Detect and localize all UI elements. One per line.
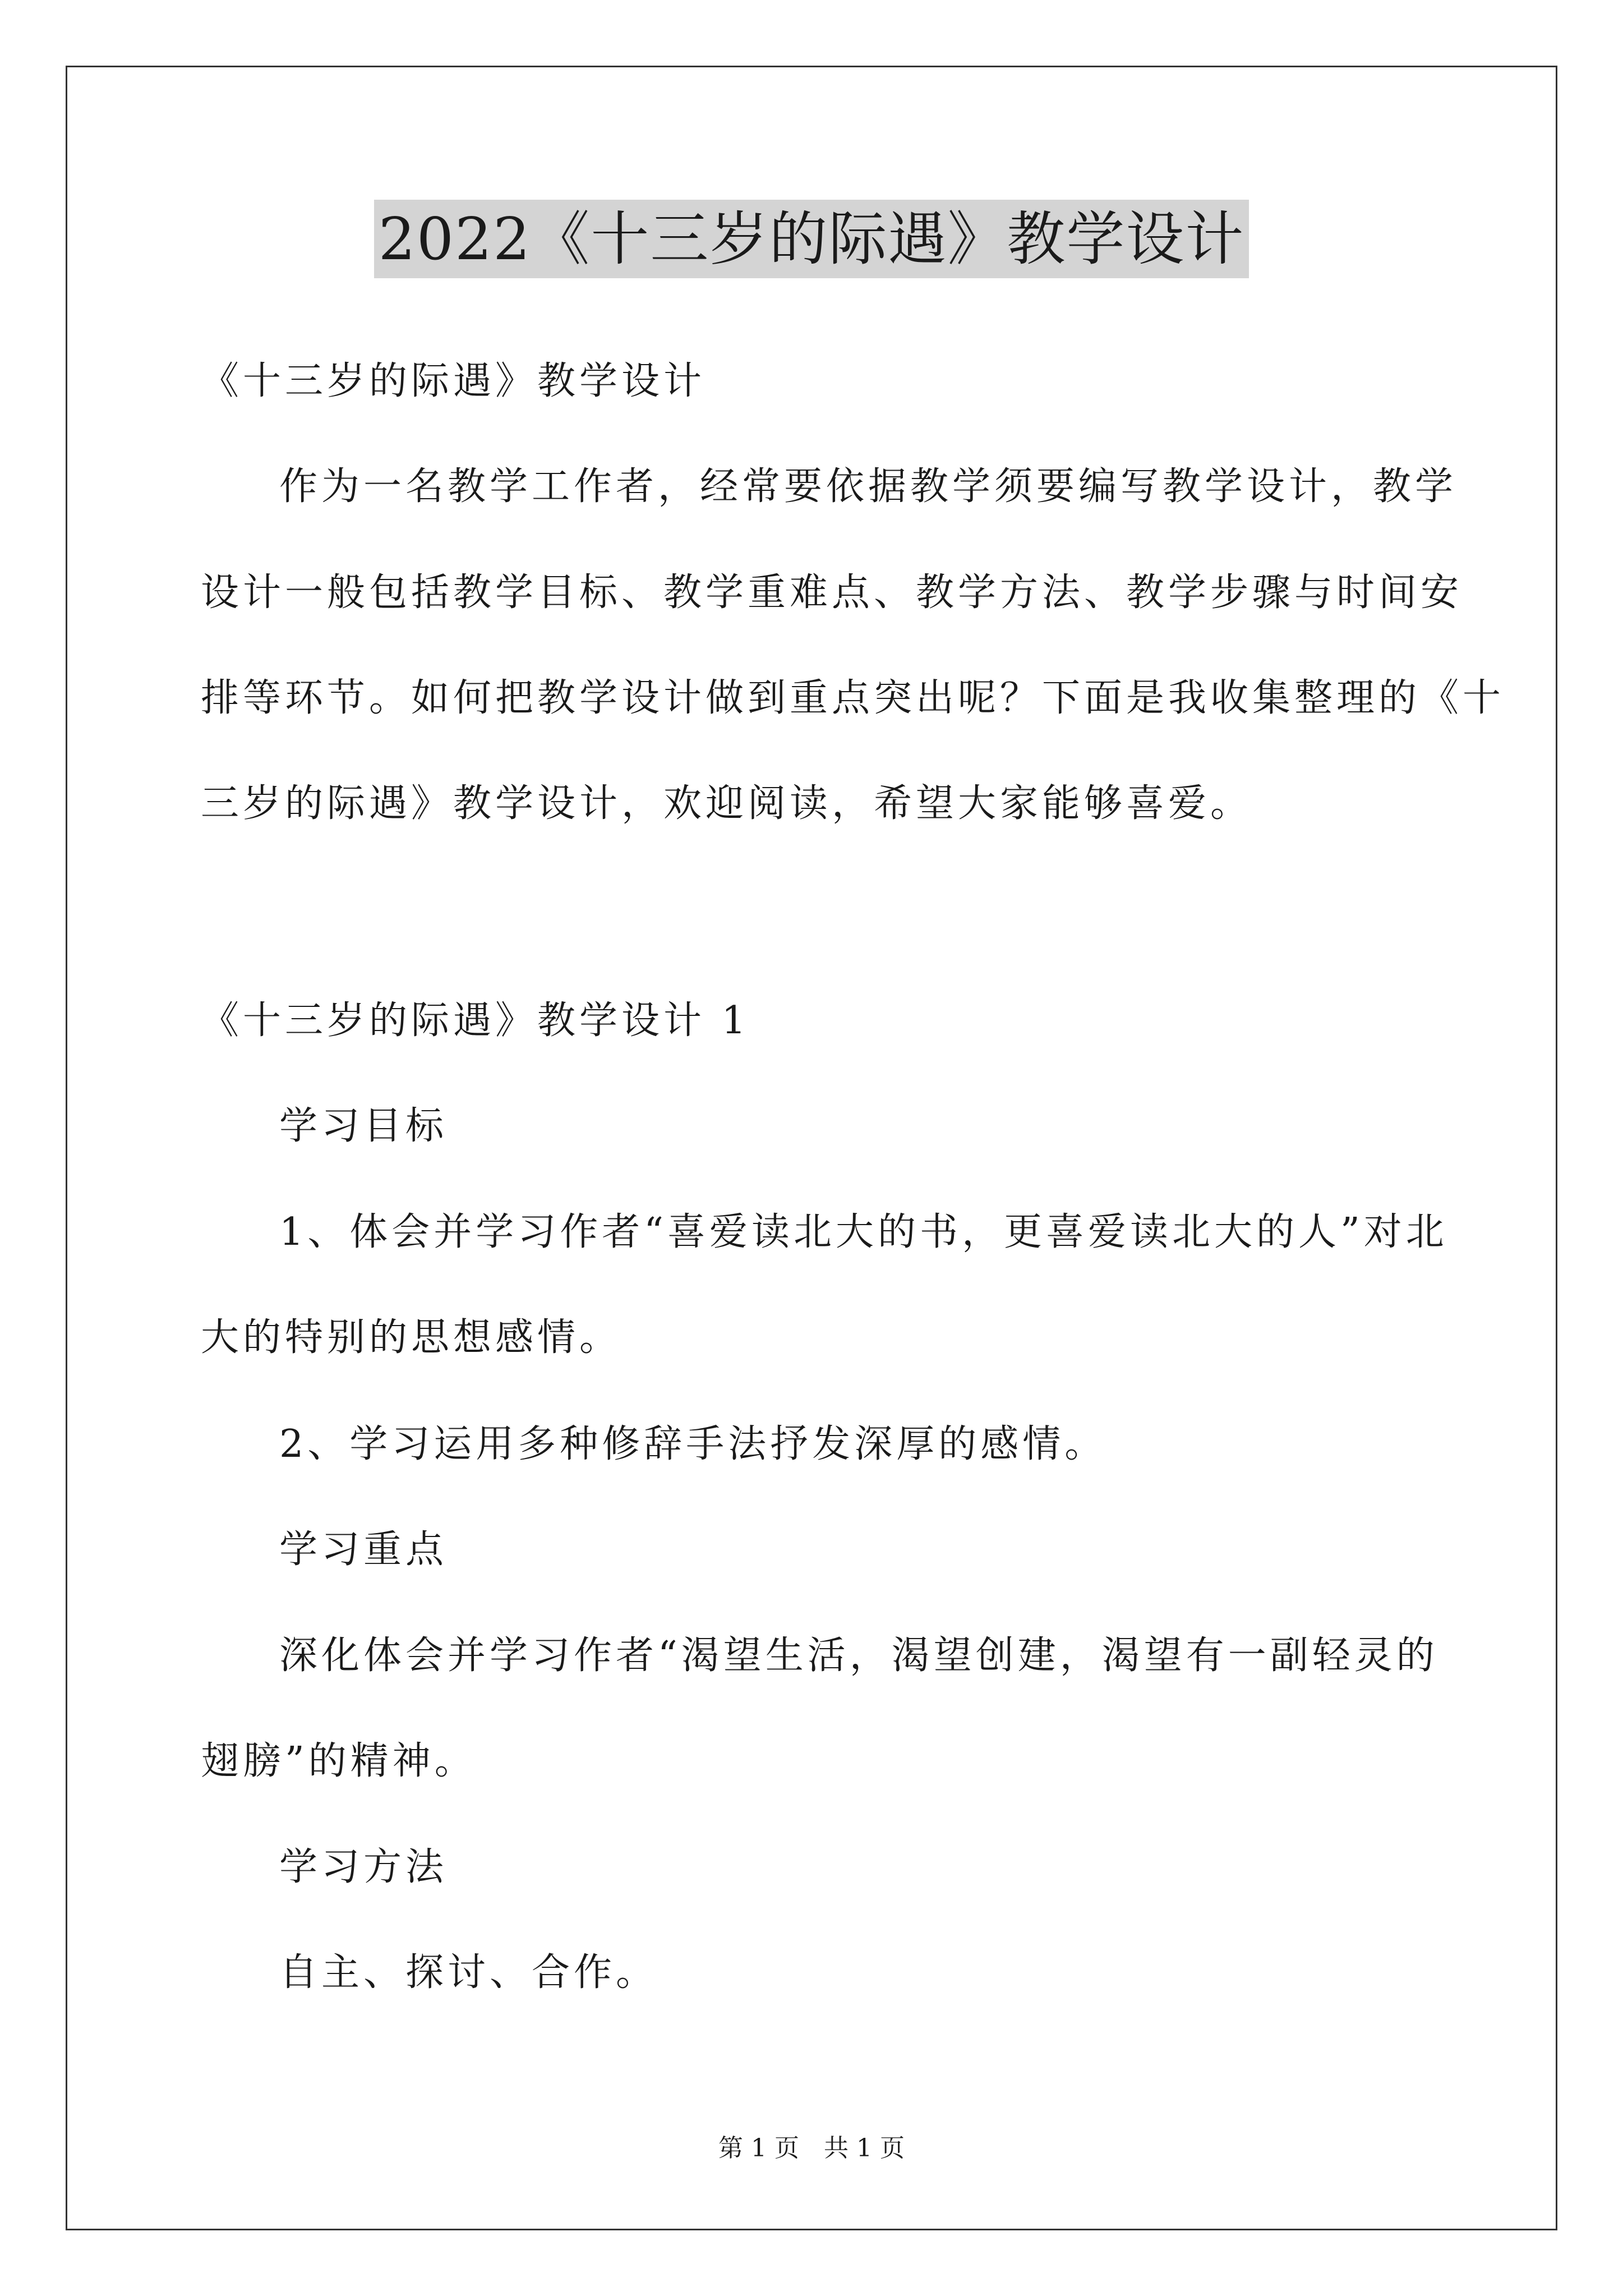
title-container xyxy=(0,200,1623,278)
paragraph-line: 设计一般包括教学目标、教学重难点、教学方法、教学步骤与时间安 xyxy=(201,570,1463,615)
heading-learning-focus: 学习重点 xyxy=(279,1527,448,1572)
section-heading: 《十三岁的际遇》教学设计 1 xyxy=(201,999,750,1043)
heading-learning-goals: 学习目标 xyxy=(279,1104,448,1148)
paragraph-line: 翅膀”的精神。 xyxy=(201,1739,477,1783)
paragraph-line: 深化体会并学习作者“渴望生活，渴望创建，渴望有一副轻灵的 xyxy=(279,1634,1438,1678)
paragraph-line: 2、学习运用多种修辞手法抒发深厚的感情。 xyxy=(279,1422,1107,1466)
heading-learning-methods: 学习方法 xyxy=(279,1845,448,1889)
document-title: 2022《十三岁的际遇》教学设计 xyxy=(374,200,1249,278)
paragraph-line: 排等环节。如何把教学设计做到重点突出呢？下面是我收集整理的《十 xyxy=(201,676,1505,720)
subtitle-line: 《十三岁的际遇》教学设计 xyxy=(201,359,706,403)
paragraph-line: 1、体会并学习作者“喜爱读北大的书，更喜爱读北大的人”对北 xyxy=(279,1210,1448,1254)
paragraph-line: 大的特别的思想感情。 xyxy=(201,1315,622,1360)
paragraph-line: 三岁的际遇》教学设计，欢迎阅读，希望大家能够喜爱。 xyxy=(201,781,1253,826)
paragraph-line: 自主、探讨、合作。 xyxy=(279,1950,658,1995)
page-footer: 第 1 页 共 1 页 xyxy=(718,2134,905,2162)
paragraph-line: 作为一名教学工作者，经常要依据教学须要编写教学设计，教学 xyxy=(279,464,1458,509)
